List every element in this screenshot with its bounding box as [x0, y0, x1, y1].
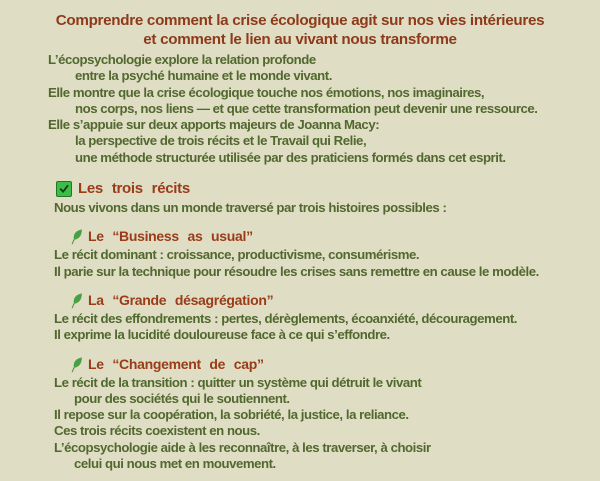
- section-heading: [0, 180, 600, 198]
- intro-line: entre la psyché humaine et le monde vivant.: [75, 68, 332, 84]
- leaf-icon: [70, 292, 84, 309]
- story-business-as-usual: [0, 228, 600, 280]
- story-line: L’écopsychologie aide à les reconnaître, à les traverser, à choisir: [54, 439, 431, 455]
- intro-line: Elle s’appuie sur deux apports majeurs de Joanna Macy:: [48, 117, 380, 133]
- story-line: Le récit dominant : croissance, productivisme, consumérisme.: [54, 247, 420, 263]
- story-line: pour des sociétés qui le soutiennent.: [74, 390, 290, 406]
- story-line: Il repose sur la coopération, la sobriété, la justice, la reliance.: [54, 407, 409, 423]
- section-lead: Nous vivons dans un monde traversé par trois histoires possibles :: [54, 200, 447, 216]
- story-heading: [0, 356, 600, 373]
- checkbox-checked-icon: [56, 181, 72, 197]
- page-title: [0, 12, 600, 49]
- story-changement-de-cap: [0, 356, 600, 473]
- section-heading-label: Les trois récits: [78, 180, 190, 198]
- three-stories-section: [0, 180, 600, 472]
- story-line: Il parie sur la technique pour résoudre les crises sans remettre en cause le modèle.: [54, 263, 539, 279]
- intro-line: nos corps, nos liens — et que cette transformation peut devenir une ressource.: [75, 100, 538, 116]
- story-heading-label: La “Grande désagrégation”: [88, 291, 274, 308]
- title-line-1: Comprendre comment la crise écologique agit sur nos vies intérieures: [55, 12, 545, 29]
- story-line: Il exprime la lucidité douloureuse face à ce qui s’effondre.: [54, 327, 390, 343]
- intro-line: L’écopsychologie explore la relation profonde: [48, 52, 316, 67]
- intro-line: une méthode structurée utilisée par des praticiens formés dans cet esprit.: [75, 149, 506, 165]
- intro-line: la perspective de trois récits et le Travail qui Relie,: [75, 133, 367, 149]
- intro-paragraph: [0, 52, 600, 166]
- leaf-icon: [70, 228, 84, 245]
- story-line: Le récit de la transition : quitter un système qui détruit le vivant: [54, 374, 422, 390]
- intro-line: Elle montre que la crise écologique touche nos émotions, nos imaginaires,: [48, 84, 485, 100]
- story-line: Ces trois récits coexistent en nous.: [54, 423, 260, 439]
- story-line: celui qui nous met en mouvement.: [74, 456, 276, 472]
- story-grande-desagregation: [0, 292, 600, 344]
- story-heading-label: Le “Business as usual”: [88, 228, 253, 245]
- story-heading: [0, 228, 600, 245]
- story-heading-label: Le “Changement de cap”: [88, 355, 264, 372]
- leaf-icon: [70, 356, 84, 373]
- title-line-2: et comment le lien au vivant nous transforme: [143, 30, 457, 48]
- story-heading: [0, 292, 600, 309]
- story-line: Le récit des effondrements : pertes, dérèglements, écoanxiété, découragement.: [54, 310, 517, 326]
